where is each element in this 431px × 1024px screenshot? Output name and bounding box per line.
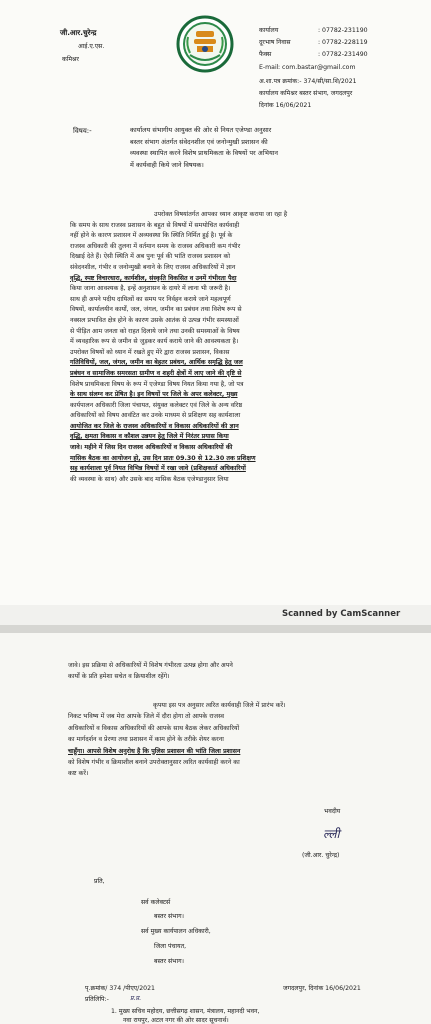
letter-body-continued — [68, 661, 418, 682]
body-line: वृद्धि, क्षमता विकास व कौशल उन्नयन हेतु जिले में निरंतर प्रयास किया — [70, 433, 229, 441]
recipient-line: जिला पंचायत, — [154, 943, 187, 950]
body-line: संवेदनशील, गंभीर व जनोन्मुखी बनाने के लिए राजस्व अधिकारियों में ज्ञान — [70, 263, 236, 271]
body-line: जावे। इस प्रक्रिया से अधिकारियों में विशेष गंभीरता उत्पन्न होगा और अपने — [68, 662, 233, 669]
reference-number: अ.शा.पत्र क्रमांक:- 374/सी/सा.शि/2021 — [259, 78, 357, 85]
body-line: वृद्धि, स्पष्ट विचारधारा, कार्यशील, संस्कृति विकसित व उनमें गंभीरता पैदा — [70, 274, 237, 282]
sender-service: आई.ए.एस. — [78, 43, 105, 50]
body-line: का मार्गदर्शन व प्रेरणा तथा प्रशासन में काम होने के तरीके शेयर करना — [68, 736, 224, 744]
body-line: उपरोक्त विषयों को ध्यान में रखते हुए मेरे द्वारा राजस्व प्रशासन, विकास — [70, 348, 230, 356]
body-line: उपरोक्त विषयांतर्गत आपका ध्यान आकृष्ट कराया जा रहा है — [154, 211, 288, 218]
subject-line: कार्यालय संभागीय आयुक्त की ओर से नियत एजेण्डा अनुसार — [130, 126, 272, 134]
contact-residence-label: दूरभाष निवास — [259, 39, 291, 46]
body-line: सह कार्यशाला पूर्व नियत विभिन्न विषयों में रखा जावे (प्रशिक्षकार्त अधिकारियों — [70, 465, 246, 473]
body-line: कार्यपालन अधिकारी जिला पंचायत, संयुक्त कलेक्टर एवं जिले के अन्य वरिष्ठ — [70, 401, 243, 409]
endorsement-place-date: जगदलपुर, दिनांक 16/06/2021 — [283, 985, 361, 992]
body-line: जावे। महीने में जिस दिन राजस्व अधिकारियों व विकास अधिकारियों की — [70, 444, 233, 452]
sender-designation: कमिश्नर — [62, 56, 79, 63]
subject-text — [130, 125, 278, 171]
body-line: प्रबंधन व सामाजिक समरसता ग्रामीण व शहरी क्षेत्रों में लाए जाने की दृष्टि से — [70, 369, 242, 377]
copy-item-1: 1. मुख्य सचिव महोदय, छत्तीसगढ़ शासन, मंत्रालय, महानदी भवन, — [111, 1008, 260, 1015]
office-address: कार्यालय कमिश्नर बस्तर संभाग, जगदलपुर — [259, 90, 353, 97]
subject-label: विषय:- — [73, 127, 92, 135]
body-line: अधिकारियों को विषय आवंटित कर उनके माध्यम से प्रशिक्षण सह कार्यशाला — [70, 412, 241, 420]
copy-handwritten: प्र.प्र. — [130, 995, 141, 1002]
recipients-label: प्रति, — [94, 878, 105, 885]
body-line: में व्यवहारिक रूप से जमीन से जुड़कर कार्य कराये जाने की आवश्यकता है। — [70, 338, 239, 346]
contact-residence-value: : 07782-228119 — [318, 39, 368, 46]
closing-yours: भवदीय — [324, 808, 341, 815]
body-line: मासिक बैठक का आयोजन हो, उस दिन प्रातः 09.30 से 12.30 तक प्रशिक्षण — [70, 454, 256, 462]
body-line: गतिविधियों, जल, जंगल, जमीन का बेहतर प्रबंधन, आर्थिक समृद्धि हेतु जल — [70, 359, 243, 367]
body-line: कृपया इस पत्र अनुसार त्वरित कार्यवाही जिले में प्रारंभ करें। — [153, 702, 286, 709]
endorsement-ref: पृ.क्रमांक/ 374 /पीएए/2021 — [85, 985, 155, 992]
body-line: आयोजित कर जिले के राजस्व अधिकारियों व विकास अधिकारियों की ज्ञान — [70, 422, 239, 430]
letter-date: दिनांक 16/06/2021 — [259, 102, 312, 109]
scanner-watermark: Scanned by CamScanner — [282, 609, 401, 619]
body-line: कष्ट करें। — [68, 770, 89, 778]
contact-email-label: E-mail — [259, 64, 279, 71]
body-line: की व्यवस्था के साथ) और उसके बाद मासिक बैठक एजेण्डानुसार लिया — [70, 475, 229, 483]
body-line: कि समय के साथ राजस्व प्रशासन के बहुत से विषयों में समयोचित कार्यवाही — [70, 221, 240, 229]
body-line: चाहूँगा। आपसे विशेष अनुरोध है कि पुलिस प्रशासन की भांति जिला प्रशासन — [68, 747, 241, 755]
body-line: नक्सल प्रभावित क्षेत्र होने के कारण उसके आतंक से उत्पन्न गंभीर समस्याओं — [70, 316, 239, 324]
body-line: कार्यों के प्रति हमेशा सचेत व क्रियाशील रहेंगे। — [68, 672, 170, 680]
body-line: नहीं होने के कारण प्रशासन में अव्यवस्था कि स्थिति निर्मित हुई है। पूर्व के — [70, 232, 233, 240]
state-emblem-icon — [176, 15, 234, 73]
body-line: दिखाई देते हैं। ऐसी स्थिति में अब पुनः पूर्व की भांति राजस्व प्रशासन को — [70, 253, 230, 261]
body-line: विशेष प्राथमिकता विषय के रूप में एजेण्डा विषय नियत किया गया है, जो पत्र — [70, 380, 244, 388]
body-line: को विशेष गंभीर व क्रियाशील बनाने उपरोक्तानुसार त्वरित कार्यवाही करने का — [68, 759, 240, 767]
body-line: से पीड़ित आम जनता को राहत दिलाये जाने तथा उनकी समस्याओं के विषय — [70, 327, 240, 335]
subject-line: व्यवस्था स्थापित करने विशेष प्राथमिकता के विषयों पर अभियान — [130, 149, 279, 157]
signatory-name: (जी.आर. चुरेन्द्र) — [302, 852, 340, 859]
recipient-line: सर्व मुख्य कार्यपालन अधिकारी, — [141, 928, 211, 935]
contact-office-value: : 07782-231190 — [318, 27, 368, 34]
signature-image: ल्ली — [323, 827, 340, 841]
recipient-line: बस्तर संभाग। — [154, 958, 184, 965]
body-line: साथ ही अपने पदीय दायित्वों का समय पर निर्वहन कराये जाने महत्वपूर्ण — [70, 295, 231, 303]
body-line: विषयों, कार्यालयीन कार्यों, जल, जंगल, जमीन का प्रबंधन तथा विशेष रूप से — [70, 306, 242, 314]
letter-page-2 — [0, 633, 431, 1024]
body-line: राजस्व अधिकारी की तुलना में वर्तमान समय के राजस्व अधिकारी कम गंभीर — [70, 242, 241, 250]
copy-label: प्रतिलिपि:- — [85, 996, 109, 1003]
subject-line: में कार्यवाही किये जाने विषयक। — [130, 160, 204, 169]
letter-body — [70, 210, 415, 485]
body-line: अधिकारियों व विकास अधिकारियों की आपके साथ बैठक लेकर अधिकारियों — [68, 724, 240, 732]
recipient-line: बस्तर संभाग। — [154, 913, 184, 920]
contact-fax-value: : 07782-231490 — [318, 51, 368, 58]
recipient-line: सर्व कलेक्टर्स — [141, 899, 171, 906]
contact-fax-label: फैक्स — [259, 51, 272, 58]
contact-email-value: : com.bastar@gmail.com — [278, 64, 356, 71]
body-line: के साथ संलग्न कर प्रेषित है। इन विषयों पर जिले के अपर कलेक्टर, मुख्य — [70, 391, 238, 399]
body-line: निकट भविष्य में जब मेरा आपके जिले में दौरा होगा तो आपके राजस्व — [68, 713, 225, 721]
subject-line: बस्तर संभाग अंतर्गत संवेदनशील एवं जनोन्मुखी प्रशासन की — [130, 137, 268, 146]
page-separator — [0, 625, 431, 633]
letter-body-request — [68, 700, 418, 780]
contact-office-label: कार्यालय — [259, 27, 279, 34]
body-line: किया जाना आवश्यक है, इन्हें अनुशासन के दायरे में लाना भी जरूरी है। — [70, 285, 231, 293]
copy-item-1-cont: नवा रायपुर, अटल नगर की ओर सादर सूचनार्थ। — [123, 1017, 229, 1024]
sender-name: जी.आर.चुरेन्द्र — [60, 28, 97, 37]
